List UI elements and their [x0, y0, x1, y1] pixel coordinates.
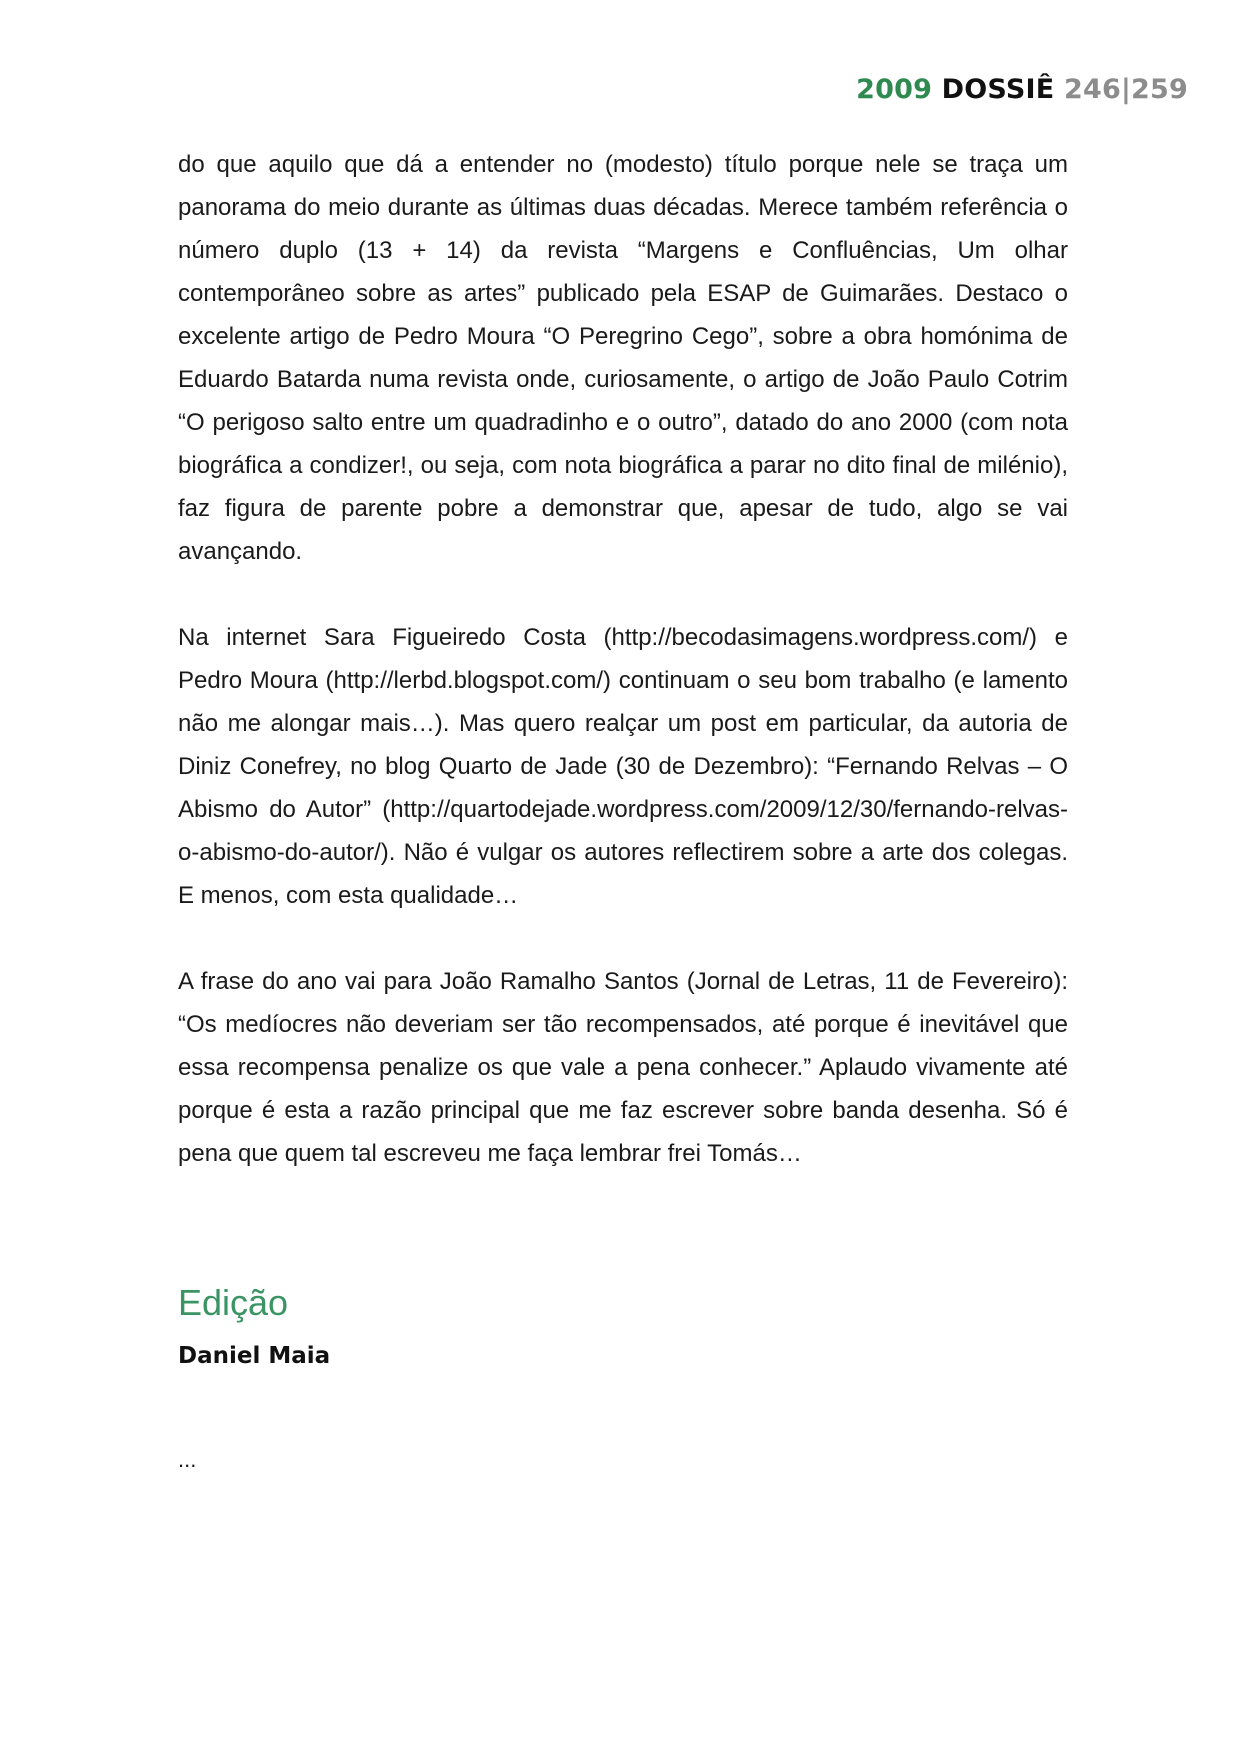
paragraph-publications: do que aquilo que dá a entender no (modesto) título porque nele se traça um panorama do meio durante as últimas duas décadas. Merece também referência o número duplo (13 + 14) da revista “Margens e Confluências, Um olhar contemporâneo sobre as artes” publicado pela ESAP de Guimarães. Destaco o excelente artigo de Pedro Moura “O Peregrino Cego”, sobre a obra homónima de Eduardo Batarda numa revista onde, curiosamente, o artigo de João Paulo Cotrim “O perigoso salto entre um quadradinho e o outro”, datado do ano 2000 (com nota biográfica a condizer!, ou seja, com nota biográfica a parar no dito final de milénio), faz figura de parente pobre a demonstrar que, apesar de tudo, algo se vai avançando.: [178, 151, 1068, 565]
paragraph-quote-of-year: A frase do ano vai para João Ramalho Santos (Jornal de Letras, 11 de Fevereiro): “Os medíocres não deveriam ser tão recompensados, até porque é inevitável que essa recompensa penalize os que vale a pena conhecer.” Aplaudo vivamente até porque é esta a razão principal que me faz escrever sobre banda desenha. Só é pena que quem tal escreveu me faça lembrar frei Tomás…: [178, 968, 1068, 1167]
section-author: Daniel Maia: [178, 1343, 331, 1369]
paragraph-internet: Na internet Sara Figueiredo Costa (http://becodasimagens.wordpress.com/) e Pedro Moura (http://lerbd.blogspot.com/) continuam o seu bom trabalho (e lamento não me alongar mais…). Mas quero realçar um post em particular, da autoria de Diniz Conefrey, no blog Quarto de Jade (30 de Dezembro): “Fernando Relvas – O Abismo do Autor” (http://quartodejade.wordpress.com/2009/12/30/fernando-relvas-o-abismo-do-autor/). Não é vulgar os autores reflectirem sobre a arte dos colegas. E menos, com esta qualidade…: [178, 624, 1068, 909]
header-year: 2009: [856, 74, 933, 105]
section-heading: Edição: [178, 1282, 289, 1323]
continuation-ellipsis: ...: [178, 1447, 197, 1472]
page-header: [856, 74, 1188, 105]
header-page-numbers: 246|259: [1064, 74, 1188, 105]
document-body: [178, 143, 1068, 1475]
header-title: DOSSIÊ: [941, 74, 1055, 105]
